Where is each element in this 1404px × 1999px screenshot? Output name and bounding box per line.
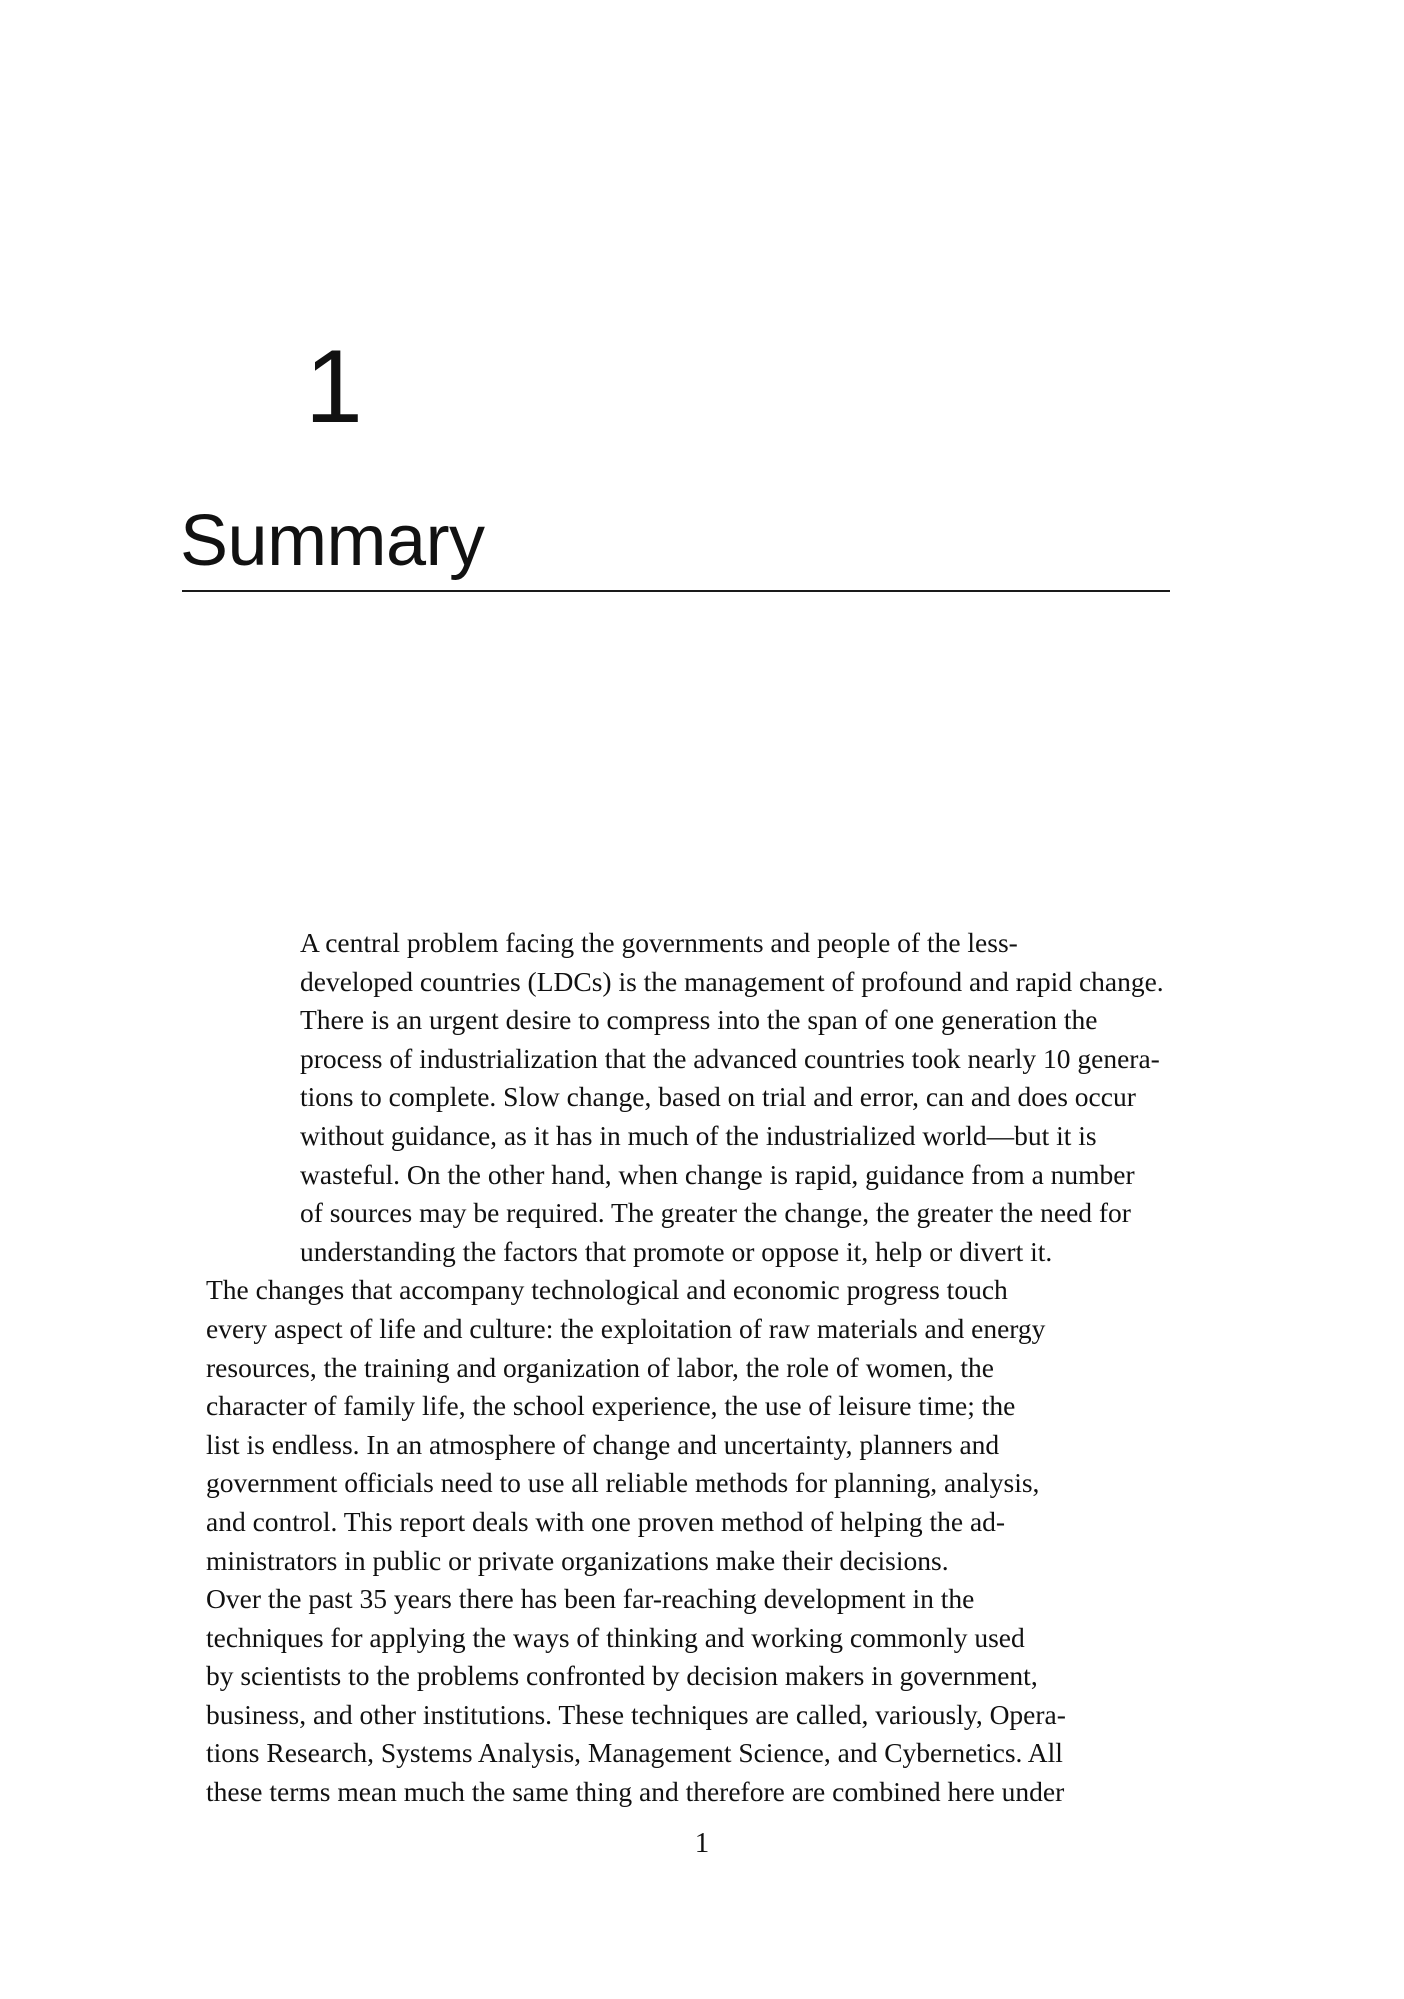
text-line: understanding the factors that promote or oppose it, help or divert it. [300, 1235, 1053, 1267]
text-line: tions to complete. Slow change, based on trial and error, can and does occur [300, 1081, 1136, 1113]
page-number: 1 [694, 1827, 710, 1859]
text-line: by scientists to the problems confronted by decision makers in government, [206, 1660, 1038, 1692]
title-rule [182, 590, 1170, 592]
text-line: character of family life, the school experience, the use of leisure time; the [206, 1390, 1016, 1422]
text-line: A central problem facing the governments and people of the less- [300, 927, 1018, 958]
chapter-title: Summary [180, 501, 485, 581]
text-line: There is an urgent desire to compress into the span of one generation the [300, 1004, 1098, 1036]
text-line: developed countries (LDCs) is the management of profound and rapid change. [300, 965, 1164, 997]
text-line: wasteful. On the other hand, when change is rapid, guidance from a number [300, 1158, 1135, 1190]
chapter-number: 1 [305, 329, 363, 445]
paragraph-2 [184, 1271, 1174, 1580]
text-line: government officials need to use all reliable methods for planning, analysis, [206, 1467, 1040, 1499]
body-text [184, 924, 1174, 1812]
text-line: resources, the training and organization of labor, the role of women, the [206, 1351, 994, 1383]
text-line: techniques for applying the ways of thinking and working commonly used [206, 1621, 1025, 1653]
text-line: process of industrialization that the advanced countries took nearly 10 genera- [300, 1042, 1160, 1074]
text-line: of sources may be required. The greater the change, the greater the need for [300, 1197, 1131, 1229]
text-line: without guidance, as it has in much of the industrialized world—but it is [300, 1119, 1097, 1151]
paragraph-3 [184, 1580, 1174, 1812]
text-line: and control. This report deals with one proven method of helping the ad- [206, 1505, 1006, 1537]
text-line: these terms mean much the same thing and therefore are combined here under [206, 1776, 1065, 1808]
text-line: business, and other institutions. These techniques are called, variously, Opera- [206, 1698, 1066, 1730]
text-line: ministrators in public or private organizations make their decisions. [206, 1544, 949, 1576]
paragraph-1 [184, 924, 1174, 1271]
text-line: every aspect of life and culture: the exploitation of raw materials and energy [206, 1312, 1046, 1344]
text-line: Over the past 35 years there has been far-reaching development in the [206, 1583, 975, 1615]
text-line: list is endless. In an atmosphere of change and uncertainty, planners and [206, 1428, 1000, 1460]
text-line: tions Research, Systems Analysis, Management Science, and Cybernetics. All [206, 1737, 1063, 1769]
text-line: The changes that accompany technological and economic progress touch [206, 1274, 1008, 1306]
